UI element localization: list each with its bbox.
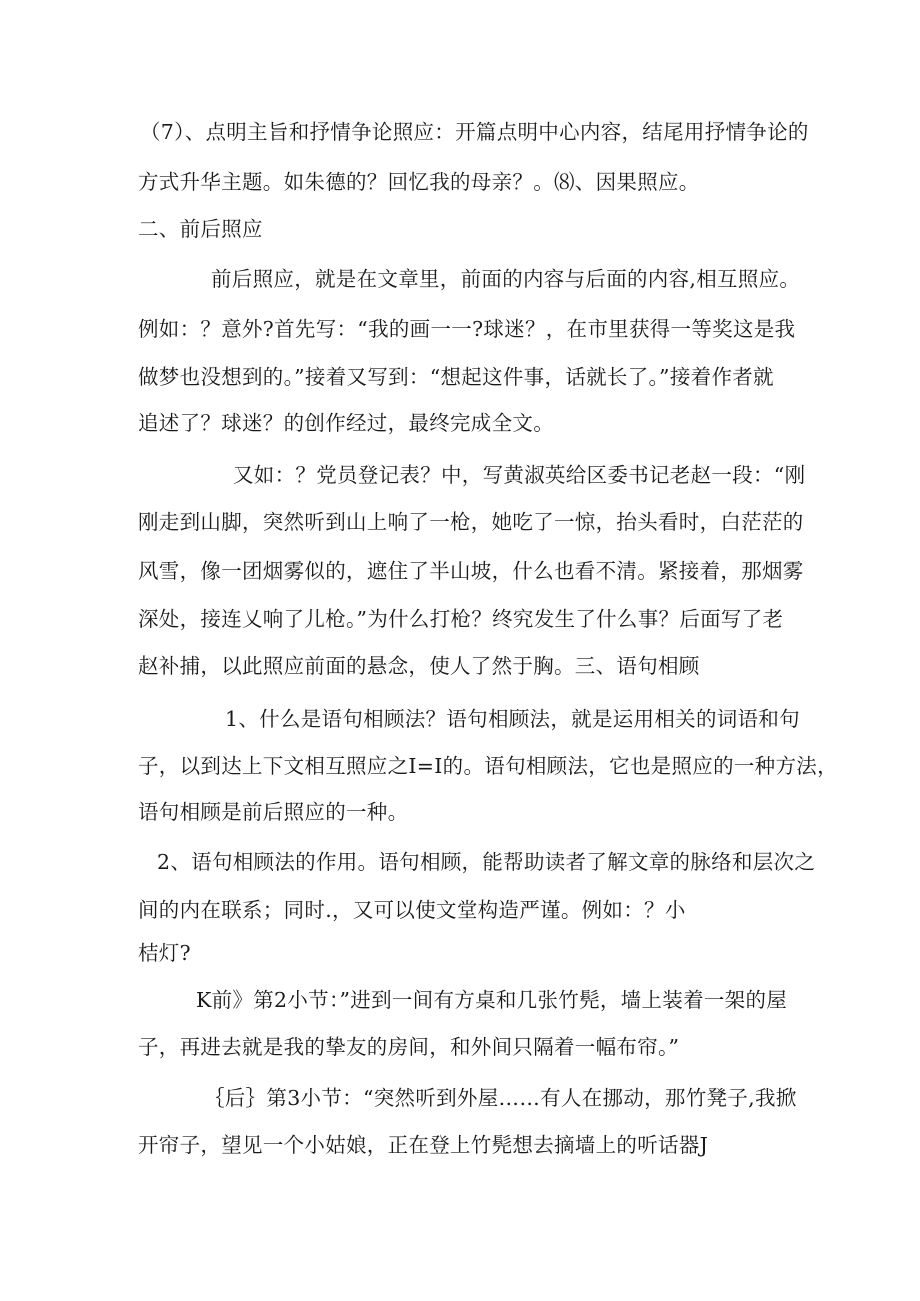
para1-line2: 方式升华主题。如朱德的？回忆我的母亲？。⑻、因果照应。 xyxy=(138,170,700,194)
para3-line3: 风雪，像一团烟雾似的，遮住了半山坡，什么也看不清。紧接着，那烟雾 xyxy=(138,559,804,583)
para7-line2: 开帘子，望见一个小姑娘，正在登上竹髡想去摘墙上的听话器J xyxy=(138,1133,709,1157)
para3-line1: 又如：？党员登记表？中，写黄淑英给区委书记老赵一段：“刚 xyxy=(233,463,806,487)
para3-line2: 刚走到山脚，突然听到山上响了一枪，她吃了一惊，抬头看时，白茫茫的 xyxy=(138,510,804,534)
para7-line1: ｛后｝第3小节：“突然听到外屋……有人在挪动，那竹凳子,我掀 xyxy=(204,1086,797,1110)
para3-line4: 深处，接连乂响了儿枪。”为什么打枪？终究发生了什么事？后面写了老 xyxy=(138,607,784,631)
para5-line2: 间的内在联系；同时.，又可以使文堂构造严谨。例如：？小 xyxy=(138,898,686,922)
para1-line1: （7）、点明主旨和抒情争论照应：开篇点明中心内容，结尾用抒情争论的 xyxy=(140,120,809,144)
para6-line2: 子，再进去就是我的挚友的房间，和外间只隔着一幅布帘。” xyxy=(138,1035,680,1059)
para2-line1: 前后照应，就是在文章里，前面的内容与后面的内容,相互照应。 xyxy=(211,267,801,291)
para2-line2: 例如：？意外?首先写：“我的画一一?球迷？，在市里获得一等奖这是我 xyxy=(138,317,796,341)
para2-line4: 追述了？球迷？的创作经过，最终完成全文。 xyxy=(138,411,554,435)
section-heading-front-back: 二、前后照应 xyxy=(138,217,263,241)
para5-line1: 2、语句相顾法的作用。语句相顾，能帮助读者了解文章的脉络和层次之 xyxy=(157,850,816,874)
para4-line1: 1、什么是语句相顾法？语句相顾法，就是运用相关的词语和句 xyxy=(225,707,800,731)
para2-line3: 做梦也没想到的。”接着又写到：“想起这件事，话就长了。”接着作者就 xyxy=(138,365,774,389)
para3-line5: 赵补捕，以此照应前面的悬念，使人了然于胸。三、语句相顾 xyxy=(138,654,700,678)
para4-line3: 语句相顾是前后照应的一种。 xyxy=(138,800,409,824)
para6-line1: K前》第2小节：”进到一间有方桌和几张竹髡，墙上装着一架的屋 xyxy=(196,988,788,1012)
para4-line2: 子，以到达上下文相互照应之I=I的。语句相顾法，它也是照应的一种方法， xyxy=(138,754,838,778)
para5-line3: 桔灯? xyxy=(138,941,191,965)
